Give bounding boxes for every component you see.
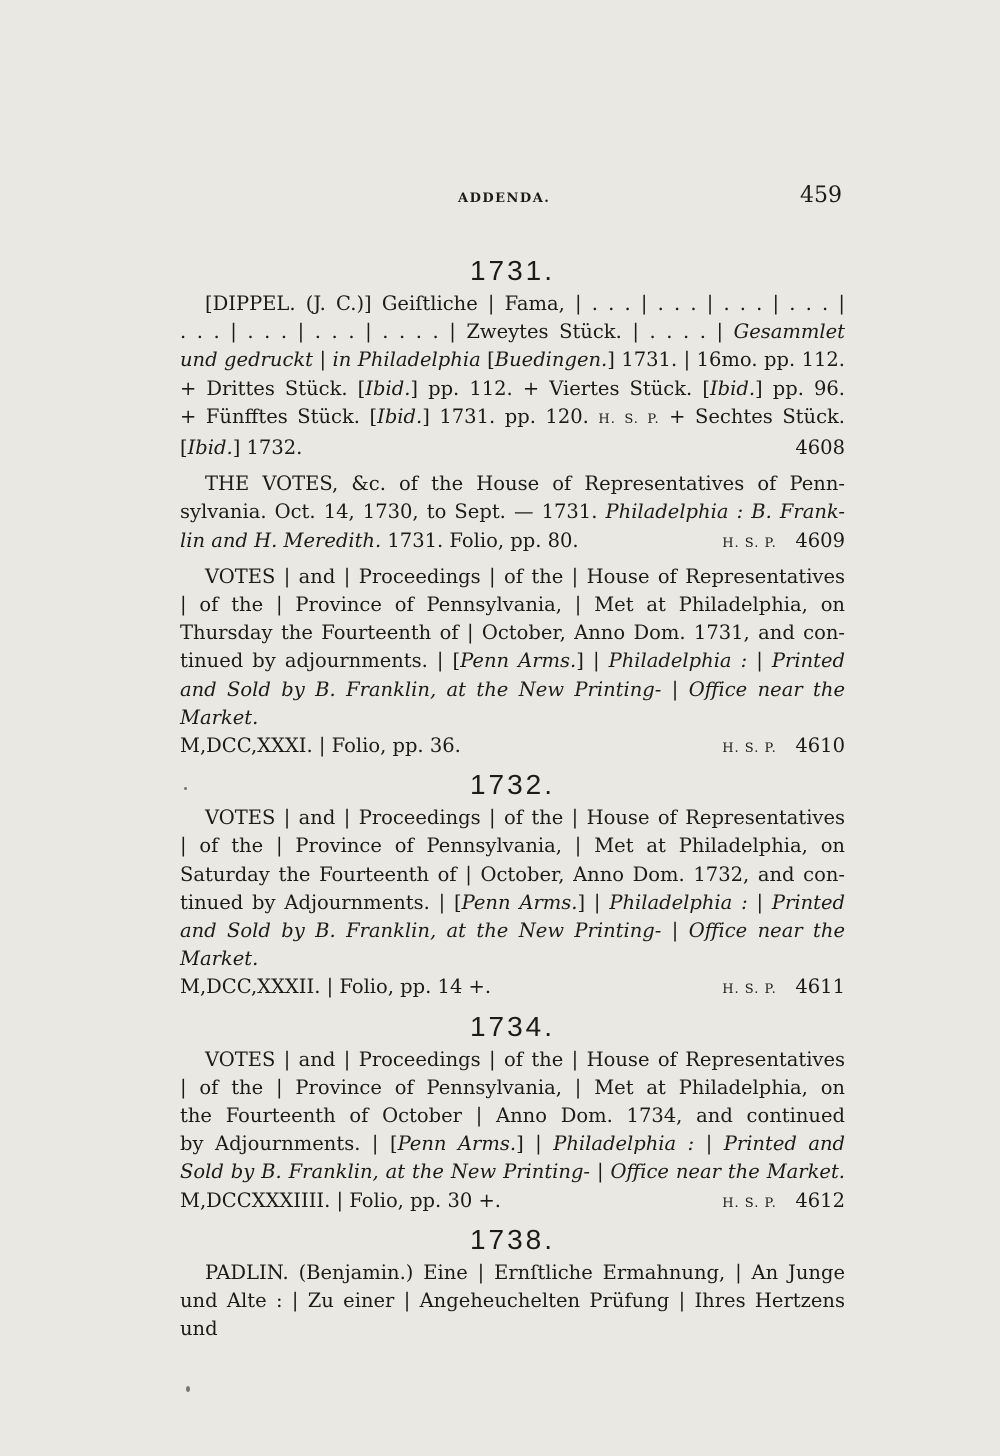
entry-number-value: 4611: [795, 975, 845, 999]
entry-text: ] 1731. | 16mo. pp. 112.: [607, 348, 846, 372]
entry-4612: [180, 1046, 845, 1215]
entry-text: VOTES | and | Proceedings | of the | House of Representatives: [205, 806, 845, 830]
entry-text: + Drittes Stück. [: [180, 376, 366, 400]
entry-text: tinued by adjournments. | [: [180, 649, 461, 673]
entry-italic: and Sold by B. Franklin, at the New Printing- | Office near the Market.: [180, 919, 845, 971]
entry-blackletter: Eine | Ernſtliche Ermahnung, | An Junge: [423, 1260, 845, 1284]
entry-text: M,DCC,XXXI. | Folio, pp. 36.: [180, 734, 461, 758]
entry-italic: Ibid.: [187, 436, 233, 460]
entry-text: PADLIN. (Benjamin.): [205, 1260, 424, 1284]
entry-italic: lin and H. Meredith.: [180, 528, 382, 552]
library-code: H. S. P.: [598, 411, 660, 427]
entry-text: THE VOTES, &c. of the House of Representatives of Penn-: [205, 472, 845, 496]
entry-blackletter: und Alte : | Zu einer | Angeheuchelten Prüfung | Ihres Hertzens und: [180, 1289, 845, 1341]
entry-italic: Philadelphia : | Printed: [609, 890, 845, 914]
entry-text: ] |: [577, 890, 610, 914]
entry-line: [180, 527, 845, 555]
library-code: H. S. P.: [722, 741, 777, 757]
entry-line: [180, 647, 845, 675]
entry-line: [180, 1046, 845, 1074]
entry-text: M,DCCXXXIIII. | Folio, pp. 30 +.: [180, 1188, 501, 1212]
entry-line: [180, 861, 845, 889]
entry-number-value: 4612: [795, 1188, 845, 1212]
library-code: H. S. P.: [722, 535, 777, 551]
library-code: H. S. P.: [722, 982, 777, 998]
year-heading-1732: 1732.: [469, 769, 556, 801]
ink-speck: [184, 787, 187, 790]
entry-text: ] |: [516, 1132, 554, 1156]
entry-number: [722, 1187, 845, 1218]
entry-italic: Ibid.: [365, 376, 411, 400]
entry-text: VOTES | and | Proceedings | of the | House of Representatives: [205, 564, 845, 588]
entry-line: [180, 889, 845, 917]
entry-line: [180, 1130, 845, 1158]
entry-padlin: [180, 1259, 845, 1344]
entry-italic: Ibid.: [709, 376, 756, 400]
entry-text: VOTES | and | Proceedings | of the | House of Representatives: [205, 1047, 845, 1071]
entry-line: [180, 804, 845, 832]
entry-text: by Adjournments. | [: [180, 1132, 398, 1156]
entry-text: ] pp. 96.: [755, 376, 845, 400]
entry-italic: in Philadelphia: [332, 348, 481, 372]
entry-text: ] 1732.: [232, 436, 303, 460]
entry-line: [180, 563, 845, 591]
entry-line: [180, 732, 845, 760]
entry-text: [: [180, 436, 188, 460]
entry-line: [180, 1074, 845, 1102]
entry-line: [180, 619, 845, 647]
entry-number: [722, 527, 845, 558]
entry-line: [180, 318, 845, 346]
entry-text: + Fünfftes Stück. [: [180, 404, 378, 428]
year-heading-1731: 1731.: [469, 255, 556, 286]
entry-line: [180, 375, 845, 403]
entry-italic: und gedruckt: [180, 348, 314, 372]
entry-text: sylvania. Oct. 14, 1730, to Sept. — 1731.: [180, 500, 606, 524]
entry-line: [180, 1259, 845, 1287]
entry-text: ] 1731. pp. 120.: [422, 404, 599, 428]
entry-number: 4608: [795, 436, 845, 460]
entry-line: [180, 917, 845, 973]
entry-text: | of the | Province of Pennsylvania, | Met at Philadelphia, on: [180, 834, 845, 858]
entry-line: [180, 832, 845, 860]
entry-text: ] |: [576, 649, 609, 673]
entry-line: [180, 1102, 845, 1130]
text-column: [180, 250, 845, 1352]
entry-line: [180, 1158, 845, 1186]
entry-4610: [180, 563, 845, 760]
entry-italic: and Sold by B. Franklin, at the New Printing- | Office near the Market.: [180, 677, 845, 729]
entry-italic: Philadelphia : B. Frank-: [605, 500, 845, 524]
entry-line: [180, 1187, 845, 1215]
entry-text: |: [313, 348, 333, 372]
entry-number-value: 4610: [795, 734, 845, 758]
entry-text: Saturday the Fourteenth of | October, Anno Dom. 1732, and con-: [180, 862, 845, 886]
entry-italic: Philadelphia : | Printed: [608, 649, 846, 673]
entry-4611: [180, 804, 845, 1001]
year-heading-1734: 1734.: [469, 1010, 556, 1042]
entry-italic: Penn Arms.: [460, 649, 577, 673]
entry-text: Thursday the Fourteenth of | October, Anno Dom. 1731, and con-: [180, 621, 845, 645]
entry-number-value: 4609: [795, 528, 845, 552]
entry-text: 1731. Folio, pp. 80.: [381, 528, 579, 552]
entry-line: [180, 434, 845, 462]
entry-italic: Penn Arms.: [461, 890, 578, 914]
library-code: H. S. P.: [722, 1195, 777, 1211]
entry-italic: Sold by B. Franklin, at the New Printing- | Office near the Market.: [180, 1160, 845, 1184]
entry-italic: Philadelphia : | Printed and: [553, 1132, 846, 1156]
entry-4609: [180, 470, 845, 555]
entry-text: M,DCC,XXXII. | Folio, pp. 14 +.: [180, 975, 492, 999]
ink-speck: [186, 1386, 190, 1392]
entry-italic: Buedingen.: [494, 348, 608, 372]
entry-text: | of the | Province of Pennsylvania, | Met at Philadelphia, on: [180, 593, 845, 617]
entry-number: [722, 973, 845, 1004]
entry-number: [722, 732, 845, 763]
entry-italic: Gesammlet: [733, 320, 845, 344]
entry-text: [: [480, 348, 495, 372]
entry-line: [180, 470, 845, 498]
entry-line: [180, 973, 845, 1001]
entry-text: ] pp. 112. + Viertes Stück. [: [410, 376, 710, 400]
entry-text: + Sechtes Stück.: [659, 404, 846, 428]
entry-line: [180, 1287, 845, 1343]
entry-text: [DIPPEL. (J. C.)] Geiſtliche | Fama, | . . . | . . . | . . . | . . . |: [205, 292, 845, 315]
entry-italic: Ibid.: [377, 404, 423, 428]
entry-text: | of the | Province of Pennsylvania, | Met at Philadelphia, on: [180, 1075, 845, 1099]
entry-line: [180, 403, 845, 434]
page-number: 459: [800, 183, 842, 208]
year-heading-1738: 1738.: [469, 1223, 556, 1255]
entry-4608: [180, 290, 845, 462]
entry-line: [180, 676, 845, 732]
entry-text: tinued by Adjournments. | [: [180, 890, 462, 914]
entry-text: . . . | . . . | . . . | . . . . | Zweytes Stück. | . . . . |: [180, 320, 734, 344]
entry-line: [180, 591, 845, 619]
entry-line: [180, 290, 845, 318]
entry-italic: Penn Arms.: [397, 1132, 517, 1156]
entry-text: the Fourteenth of October | Anno Dom. 1734, and continued: [180, 1104, 845, 1128]
running-head: ADDENDA.: [458, 191, 551, 206]
entry-line: [180, 498, 845, 526]
entry-line: [180, 346, 845, 374]
